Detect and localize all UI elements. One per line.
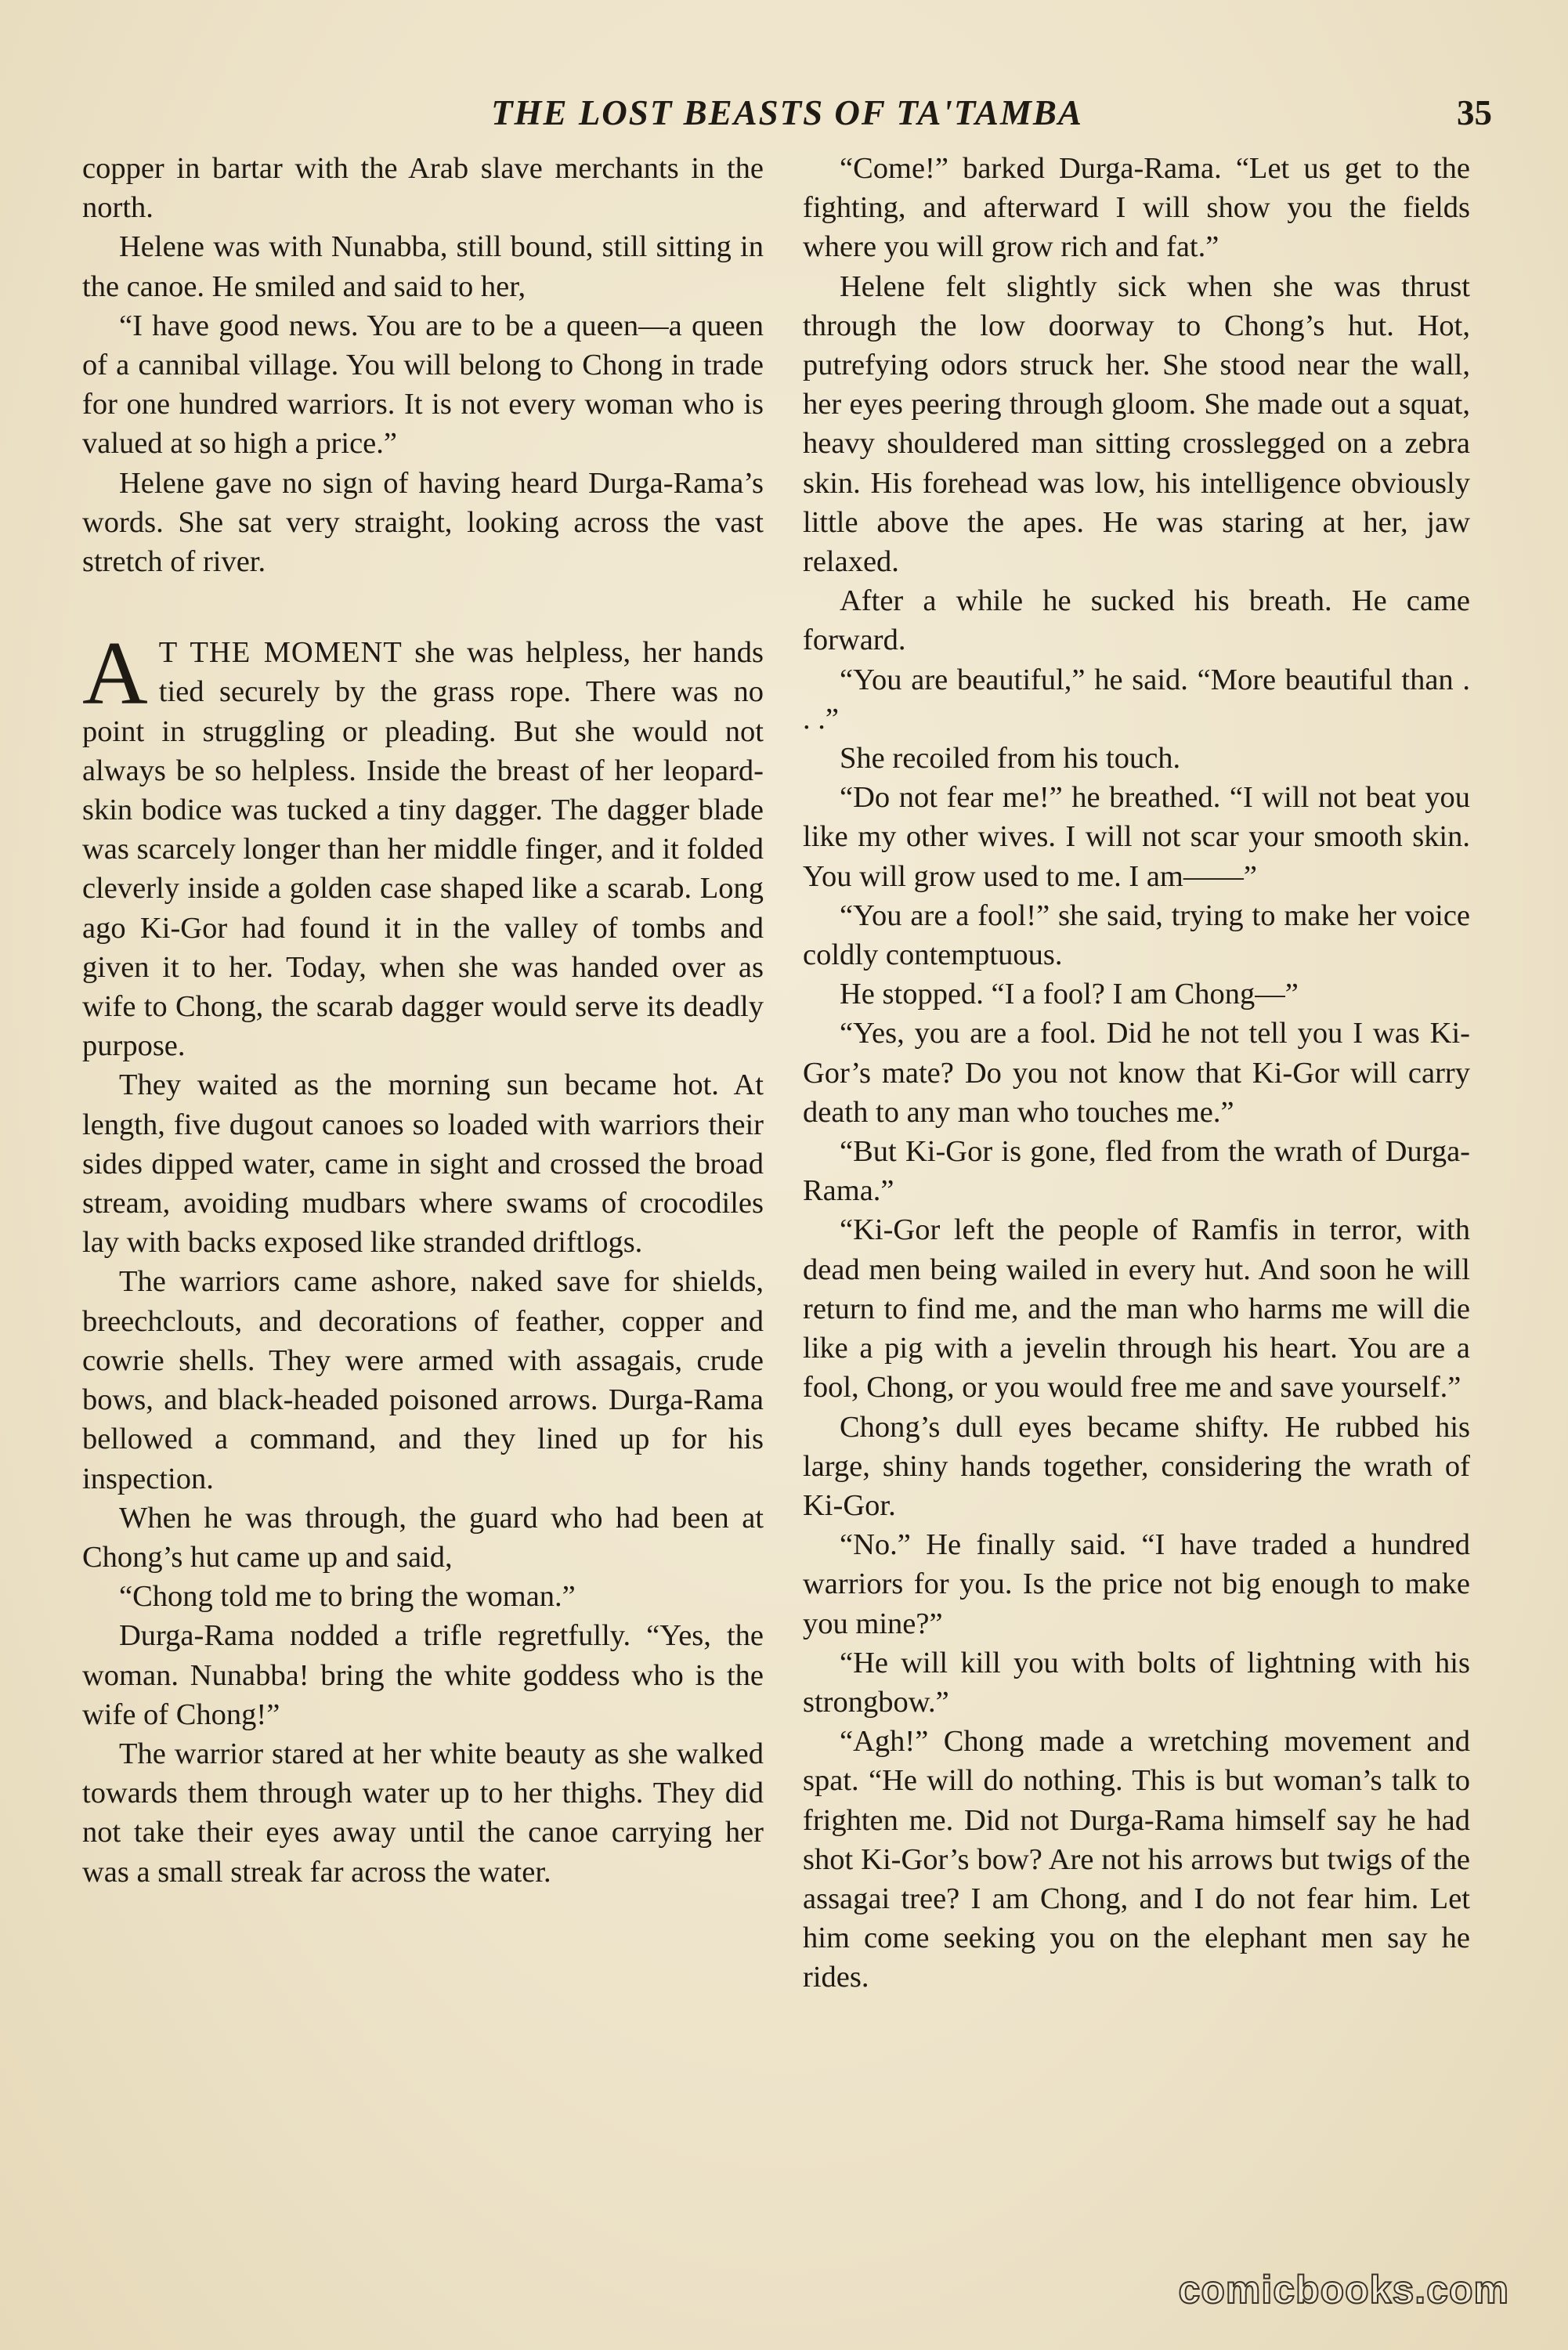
paragraph: The warriors came ashore, naked save for shields, breechclouts, and decorations of feather, copper and cowrie shells. They were armed with assagais, crude bows, and black-headed poisoned arrows. Durga-Rama bellowed a command, and they lined up for his inspection. — [82, 1265, 764, 1495]
paragraph: She recoiled from his touch. — [840, 742, 1181, 776]
paragraph: copper in bartar with the Arab slave merchants in the north. — [82, 152, 764, 225]
paragraph: Durga-Rama nodded a trifle regretfully. “Yes, the woman. Nunabba! bring the white goddess who is the wife of Chong!” — [82, 1619, 764, 1731]
paragraph: Helene gave no sign of having heard Durga-Rama’s words. She sat very straight, looking across the vast stretch of river. — [82, 466, 764, 579]
paragraph: The warrior stared at her white beauty as she walked towards them through water up to her thighs. They did not take their eyes away until the canoe carrying her was a small streak far across the water. — [82, 1737, 764, 1889]
paragraph: “But Ki-Gor is gone, fled from the wrath of Durga-Rama.” — [803, 1135, 1470, 1208]
paragraph-text: she was helpless, her hands tied securely by the grass rope. There was no point in struggling or pleading. But she would not always be so helpless. Inside the breast of her leopard-skin bodice was tucked a tiny dagger. The dagger blade was scarcely longer than her middle finger, and it folded cleverly inside a golden case shaped like a scarab. Long ago Ki-Gor had found it in the valley of tombs and given it to her. Today, when she was handed over as wife to Chong, the scarab dagger would serve its deadly purpose. — [82, 636, 764, 1063]
paragraph: He stopped. “I a fool? I am Chong—” — [840, 978, 1299, 1011]
paragraph: Helene was with Nunabba, still bound, still sitting in the canoe. He smiled and said to her, — [82, 230, 764, 303]
paragraph: “Agh!” Chong made a wretching movement and spat. “He will do nothing. This is but woman’s talk to frighten me. Did not Durga-Rama himself say he had shot Ki-Gor’s bow? Are not his arrows but twigs of the assagai tree? I am Chong, and I do not fear him. Let him come seeking you on the elephant men say he rides. — [803, 1725, 1470, 1994]
paragraph: “Chong told me to bring the woman.” — [119, 1580, 576, 1614]
lead-in-caps: T THE MOMENT — [158, 636, 403, 670]
paragraph: After a while he sucked his breath. He came forward. — [803, 584, 1470, 657]
paragraph: “No.” He finally said. “I have traded a hundred warriors for you. Is the price not big enough to make you mine?” — [803, 1528, 1470, 1640]
left-column — [82, 149, 764, 1892]
running-title: THE LOST BEASTS OF TA'TAMBA — [491, 93, 1083, 132]
paragraph: “Do not fear me!” he breathed. “I will not beat you like my other wives. I will not scar your smooth skin. You will grow used to me. I am——” — [803, 781, 1470, 893]
paragraph: “You are a fool!” she said, trying to make her voice coldly contemptuous. — [803, 898, 1470, 972]
section-start-paragraph — [82, 624, 764, 1065]
paragraph: “Yes, you are a fool. Did he not tell you I was Ki-Gor’s mate? Do you not know that Ki-Gor will carry death to any man who touches me.” — [803, 1017, 1470, 1129]
paragraph: “You are beautiful,” he said. “More beautiful than . . .” — [803, 663, 1470, 736]
paragraph: “He will kill you with bolts of lightning with his strongbow.” — [803, 1646, 1470, 1719]
page-number: 35 — [1457, 93, 1492, 132]
paragraph: “I have good news. You are to be a queen—a queen of a cannibal village. You will belong to Chong in trade for one hundred warriors. It is not every woman who is valued at so high a price.” — [82, 309, 764, 461]
paragraph: Chong’s dull eyes became shifty. He rubbed his large, shiny hands together, considering the wrath of Ki-Gor. — [803, 1410, 1470, 1522]
paragraph: They waited as the morning sun became hot. At length, five dugout canoes so loaded with warriors their sides dipped water, came in sight and crossed the broad stream, avoiding mudbars where swams of crocodiles lay with backs exposed like stranded driftlogs. — [82, 1068, 764, 1260]
watermark: comicbooks.com — [1178, 2268, 1509, 2312]
drop-cap: A — [82, 624, 148, 725]
right-column — [803, 149, 1470, 1998]
paragraph: “Come!” barked Durga-Rama. “Let us get to the fighting, and afterward I will show you the fields where you will grow rich and fat.” — [803, 152, 1470, 264]
paragraph: “Ki-Gor left the people of Ramfis in terror, with dead men being wailed in every hut. And soon he will return to find me, and the man who harms me will die like a pig with a jevelin through his heart. You are a fool, Chong, or you would free me and save yourself.” — [803, 1213, 1470, 1405]
paragraph: Helene felt slightly sick when she was thrust through the low doorway to Chong’s hut. Hot, putrefying odors struck her. She stood near the wall, her eyes peering through gloom. She made out a squat, heavy shouldered man sitting crosslegged on a zebra skin. His forehead was low, his intelligence obviously little above the apes. He was staring at her, jaw relaxed. — [803, 269, 1470, 579]
paragraph: When he was through, the guard who had been at Chong’s hut came up and said, — [82, 1501, 764, 1574]
page-header — [82, 92, 1492, 147]
